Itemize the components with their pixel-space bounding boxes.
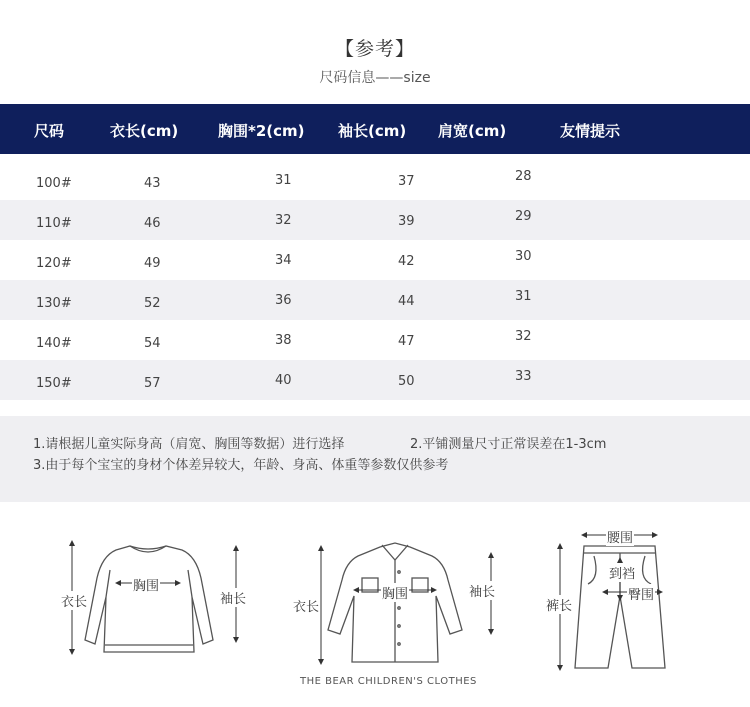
cell-size: 130#: [36, 296, 72, 311]
note-1: 1.请根据儿童实际身高（肩宽、胸围等数据）进行选择: [33, 437, 345, 452]
sweater-length-label: 衣长: [60, 591, 88, 610]
cell-length: 49: [144, 256, 161, 271]
cell-shoulder: 33: [515, 369, 532, 384]
cell-length: 57: [144, 376, 161, 391]
cell-length: 46: [144, 216, 161, 231]
shirt-outline-icon: [328, 543, 462, 662]
cell-chest: 40: [275, 373, 292, 388]
page-title: 【参考】: [334, 38, 415, 60]
cell-length: 54: [144, 336, 161, 351]
shirt-chest-label: 胸围: [381, 583, 409, 602]
pants-hip-label: 臀围: [627, 584, 655, 603]
cell-chest: 38: [275, 333, 292, 348]
cell-size: 120#: [36, 256, 72, 271]
page-subtitle: 尺码信息——size: [319, 70, 431, 86]
table-row: [0, 360, 750, 400]
cell-shoulder: 30: [515, 249, 532, 264]
table-row: [0, 280, 750, 320]
column-header-size: 尺码: [34, 122, 65, 140]
cell-sleeve: 42: [398, 254, 415, 269]
sweater-chest-label: 胸围: [132, 575, 160, 594]
size-table-header: [0, 104, 750, 154]
cell-sleeve: 50: [398, 374, 415, 389]
column-header-tips: 友情提示: [560, 122, 621, 140]
shirt-length-label: 衣长: [292, 596, 320, 615]
pants-crotch-label: 到裆: [608, 563, 636, 582]
sweater-outline-icon: [85, 546, 213, 652]
column-header-length: 衣长(cm): [110, 122, 179, 140]
shirt-sleeve-label: 袖长: [468, 581, 496, 600]
cell-length: 43: [144, 176, 161, 191]
cell-sleeve: 44: [398, 294, 415, 309]
cell-size: 140#: [36, 336, 72, 351]
cell-shoulder: 28: [515, 169, 532, 184]
column-header-chest: 胸围*2(cm): [218, 122, 305, 140]
cell-chest: 36: [275, 293, 292, 308]
note-2: 2.平铺测量尺寸正常误差在1-3cm: [410, 437, 607, 452]
column-header-shoulder: 肩宽(cm): [438, 122, 507, 140]
cell-length: 52: [144, 296, 161, 311]
table-row: [0, 200, 750, 240]
cell-size: 110#: [36, 216, 72, 231]
pants-length-label: 裤长: [545, 595, 573, 614]
note-3: 3.由于每个宝宝的身材个体差异较大，年龄、身高、体重等参数仅供参考: [33, 458, 449, 473]
cell-sleeve: 39: [398, 214, 415, 229]
column-header-sleeve: 袖长(cm): [338, 122, 407, 140]
cell-shoulder: 32: [515, 329, 532, 344]
cell-size: 100#: [36, 176, 72, 191]
cell-sleeve: 47: [398, 334, 415, 349]
cell-shoulder: 31: [515, 289, 532, 304]
size-notes: [0, 416, 750, 502]
table-row: [0, 320, 750, 360]
cell-sleeve: 37: [398, 174, 415, 189]
table-row: [0, 240, 750, 280]
sweater-sleeve-label: 袖长: [219, 588, 247, 607]
cell-chest: 32: [275, 213, 292, 228]
pants-waist-label: 腰围: [606, 527, 634, 546]
cell-chest: 31: [275, 173, 292, 188]
cell-chest: 34: [275, 253, 292, 268]
cell-shoulder: 29: [515, 209, 532, 224]
table-row: [0, 160, 750, 200]
brand-caption: THE BEAR CHILDREN'S CLOTHES: [300, 676, 477, 687]
cell-size: 150#: [36, 376, 72, 391]
